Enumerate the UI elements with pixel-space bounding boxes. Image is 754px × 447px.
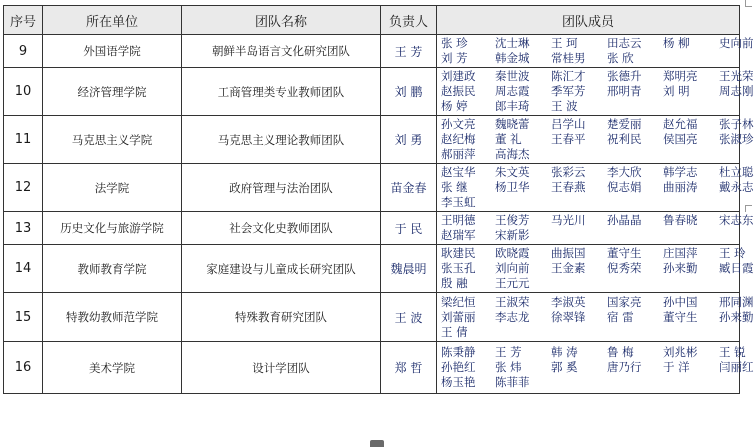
row-team: 社会文化史教师团队 bbox=[182, 212, 381, 245]
row-leader: 刘 鹏 bbox=[381, 68, 437, 116]
member-name: 刘 芳 bbox=[441, 51, 468, 65]
row-seq: 9 bbox=[4, 35, 43, 68]
row-team: 工商管理类专业教师团队 bbox=[182, 68, 381, 116]
member-name: 周志霞 bbox=[495, 84, 530, 98]
member-name: 高海杰 bbox=[495, 147, 530, 161]
row-members bbox=[437, 68, 754, 116]
row-members bbox=[437, 342, 754, 394]
header-members: 团队成员 bbox=[437, 6, 740, 35]
member-name: 宋志东 bbox=[719, 213, 754, 227]
table-body bbox=[4, 35, 754, 394]
member-name: 郎丰琦 bbox=[495, 99, 530, 113]
row-team: 马克思主义理论教师团队 bbox=[182, 116, 381, 164]
member-name: 董守生 bbox=[607, 246, 642, 260]
member-name: 邢明青 bbox=[607, 84, 642, 98]
member-name: 张子林 bbox=[719, 117, 754, 131]
row-leader: 王 波 bbox=[381, 293, 437, 342]
member-name: 刘蕾丽 bbox=[441, 309, 476, 324]
member-name: 刘兆彬 bbox=[663, 345, 698, 359]
table-row bbox=[4, 68, 740, 116]
member-name: 杨卫华 bbox=[495, 180, 530, 194]
member-name: 韩学志 bbox=[663, 165, 698, 179]
row-team: 特殊教育研究团队 bbox=[182, 293, 381, 342]
member-name: 郑明亮 bbox=[663, 69, 698, 83]
row-unit: 历史文化与旅游学院 bbox=[43, 212, 182, 245]
member-name: 刘向前 bbox=[495, 261, 530, 275]
member-name: 魏晓蕾 bbox=[495, 117, 530, 131]
member-name: 耿建民 bbox=[441, 246, 476, 260]
table-row bbox=[4, 116, 740, 164]
member-line bbox=[441, 69, 754, 84]
member-name: 赵宝华 bbox=[441, 165, 476, 179]
member-name: 张德升 bbox=[607, 69, 642, 83]
member-name: 李玉虹 bbox=[441, 195, 476, 209]
row-leader: 王 芳 bbox=[381, 35, 437, 68]
member-line bbox=[441, 117, 754, 132]
member-name: 孙来勤 bbox=[719, 309, 754, 324]
member-name: 张淑珍 bbox=[719, 132, 754, 146]
member-name: 王 锐 bbox=[719, 345, 746, 359]
member-name: 李大欣 bbox=[607, 165, 642, 179]
member-line bbox=[441, 375, 737, 390]
member-name: 鲁 梅 bbox=[607, 345, 634, 359]
member-name: 陈汇才 bbox=[551, 69, 586, 83]
member-name: 曲振国 bbox=[551, 246, 586, 260]
member-line bbox=[441, 180, 754, 195]
member-line bbox=[441, 84, 754, 99]
member-line bbox=[441, 325, 737, 340]
table-header-row bbox=[4, 6, 740, 35]
member-line bbox=[441, 195, 737, 210]
member-name: 王俊芳 bbox=[495, 213, 530, 227]
member-name: 宋新影 bbox=[495, 228, 530, 242]
member-name: 宿 雷 bbox=[607, 309, 634, 324]
row-unit: 经济管理学院 bbox=[43, 68, 182, 116]
member-name: 刘建政 bbox=[441, 69, 476, 83]
row-unit: 教师教育学院 bbox=[43, 245, 182, 293]
row-unit: 马克思主义学院 bbox=[43, 116, 182, 164]
member-name: 王 珂 bbox=[551, 36, 578, 50]
table-row bbox=[4, 293, 740, 342]
member-name: 殷 融 bbox=[441, 276, 468, 290]
row-seq: 15 bbox=[4, 293, 43, 342]
row-unit: 外国语学院 bbox=[43, 35, 182, 68]
header-seq: 序号 bbox=[4, 6, 43, 35]
member-line bbox=[441, 276, 737, 291]
row-unit: 美术学院 bbox=[43, 342, 182, 394]
member-name: 孙来勤 bbox=[663, 261, 698, 275]
member-name: 王元元 bbox=[495, 276, 530, 290]
member-name: 杨 柳 bbox=[663, 36, 690, 50]
member-name: 楚爱丽 bbox=[607, 117, 642, 131]
row-leader: 苗金春 bbox=[381, 164, 437, 212]
member-name: 田志云 bbox=[607, 36, 642, 50]
member-name: 董 礼 bbox=[495, 132, 522, 146]
header-team: 团队名称 bbox=[182, 6, 381, 35]
member-name: 于 洋 bbox=[663, 360, 690, 374]
table-row bbox=[4, 164, 740, 212]
member-name: 王金素 bbox=[551, 261, 586, 275]
member-name: 史向前 bbox=[719, 36, 754, 50]
member-line bbox=[441, 309, 754, 325]
table-row bbox=[4, 212, 740, 245]
member-name: 王 玲 bbox=[719, 246, 746, 260]
row-seq: 12 bbox=[4, 164, 43, 212]
member-name: 王光荣 bbox=[719, 69, 754, 83]
member-name: 祝利民 bbox=[607, 132, 642, 146]
member-line bbox=[441, 51, 737, 66]
resize-handle[interactable] bbox=[370, 440, 384, 447]
member-name: 赵振民 bbox=[441, 84, 476, 98]
member-name: 张 炜 bbox=[495, 360, 522, 374]
member-name: 孙艳红 bbox=[441, 360, 476, 374]
member-name: 王明德 bbox=[441, 213, 476, 227]
member-name: 倪志娟 bbox=[607, 180, 642, 194]
member-line bbox=[441, 228, 737, 243]
header-leader: 负责人 bbox=[381, 6, 437, 35]
row-leader: 郑 哲 bbox=[381, 342, 437, 394]
member-name: 梁纪恒 bbox=[441, 294, 476, 309]
member-name: 孙晶晶 bbox=[607, 213, 642, 227]
member-name: 季军芳 bbox=[551, 84, 586, 98]
member-name: 王 波 bbox=[551, 99, 578, 113]
member-name: 臧日霞 bbox=[719, 261, 754, 275]
member-line bbox=[441, 99, 737, 114]
member-name: 张玉孔 bbox=[441, 261, 476, 275]
member-name: 张 继 bbox=[441, 180, 468, 194]
row-seq: 14 bbox=[4, 245, 43, 293]
row-members bbox=[437, 245, 754, 293]
member-name: 周志刚 bbox=[719, 84, 754, 98]
member-name: 郝丽萍 bbox=[441, 147, 476, 161]
member-name: 庄国萍 bbox=[663, 246, 698, 260]
member-name: 沈士琳 bbox=[495, 36, 530, 50]
row-members bbox=[437, 164, 754, 212]
row-seq: 13 bbox=[4, 212, 43, 245]
team-table bbox=[3, 5, 754, 394]
row-team: 设计学团队 bbox=[182, 342, 381, 394]
member-name: 倪秀荣 bbox=[607, 261, 642, 275]
member-name: 欧晓霞 bbox=[495, 246, 530, 260]
member-name: 赵瑞军 bbox=[441, 228, 476, 242]
member-line bbox=[441, 246, 746, 261]
member-line bbox=[441, 36, 754, 51]
table-row bbox=[4, 245, 740, 293]
table-row bbox=[4, 35, 740, 68]
header-unit: 所在单位 bbox=[43, 6, 182, 35]
row-team: 家庭建设与儿童成长研究团队 bbox=[182, 245, 381, 293]
row-leader: 于 民 bbox=[381, 212, 437, 245]
member-name: 吕学山 bbox=[551, 117, 586, 131]
member-name: 董守生 bbox=[663, 309, 698, 324]
row-team: 朝鲜半岛语言文化研究团队 bbox=[182, 35, 381, 68]
member-line bbox=[441, 345, 746, 360]
member-name: 鲁春晓 bbox=[663, 213, 698, 227]
page-edge-marker-top bbox=[745, 0, 752, 7]
member-name: 陈秉静 bbox=[441, 345, 476, 359]
row-leader: 魏晨明 bbox=[381, 245, 437, 293]
member-line bbox=[441, 261, 754, 276]
member-name: 杜立聪 bbox=[719, 165, 754, 179]
member-name: 徐翠锋 bbox=[551, 309, 586, 324]
member-name: 陈菲菲 bbox=[495, 375, 530, 389]
row-members bbox=[437, 116, 754, 164]
member-name: 曲丽涛 bbox=[663, 180, 698, 194]
member-name: 杨 婷 bbox=[441, 99, 468, 113]
row-unit: 特教幼教师范学院 bbox=[43, 293, 182, 342]
member-name: 王 倩 bbox=[441, 324, 468, 339]
member-line bbox=[441, 132, 754, 147]
row-seq: 10 bbox=[4, 68, 43, 116]
member-name: 李志龙 bbox=[495, 309, 530, 324]
member-name: 杨玉艳 bbox=[441, 375, 476, 389]
member-name: 刘 明 bbox=[663, 84, 690, 98]
member-name: 秦世波 bbox=[495, 69, 530, 83]
member-name: 郭 奚 bbox=[551, 360, 578, 374]
member-name: 韩金城 bbox=[495, 51, 530, 65]
member-name: 唐乃行 bbox=[607, 360, 642, 374]
row-members bbox=[437, 212, 754, 245]
row-members bbox=[437, 35, 754, 68]
member-name: 马光川 bbox=[551, 213, 586, 227]
member-name: 张 珍 bbox=[441, 36, 468, 50]
member-name: 戴永志 bbox=[719, 180, 754, 194]
member-name: 王春平 bbox=[551, 132, 586, 146]
member-name: 孙文亮 bbox=[441, 117, 476, 131]
row-seq: 11 bbox=[4, 116, 43, 164]
row-seq: 16 bbox=[4, 342, 43, 394]
page-edge-marker-mid bbox=[745, 205, 752, 212]
member-name: 孙中国 bbox=[663, 294, 698, 309]
member-name: 国家亮 bbox=[607, 294, 642, 309]
row-leader: 刘 勇 bbox=[381, 116, 437, 164]
member-name: 王淑荣 bbox=[495, 294, 530, 309]
member-name: 侯国亮 bbox=[663, 132, 698, 146]
member-name: 王春燕 bbox=[551, 180, 586, 194]
member-line bbox=[441, 165, 754, 180]
member-name: 王 芳 bbox=[495, 345, 522, 359]
member-line bbox=[441, 147, 737, 162]
member-name: 闫丽红 bbox=[719, 360, 754, 374]
row-team: 政府管理与法治团队 bbox=[182, 164, 381, 212]
member-line bbox=[441, 294, 754, 310]
member-name: 张 欣 bbox=[607, 51, 634, 65]
row-members bbox=[437, 293, 754, 342]
member-name: 赵纪梅 bbox=[441, 132, 476, 146]
member-name: 韩 涛 bbox=[551, 345, 578, 359]
member-name: 常桂男 bbox=[551, 51, 586, 65]
member-name: 邢同渊 bbox=[719, 294, 754, 309]
member-name: 朱文英 bbox=[495, 165, 530, 179]
member-name: 赵允福 bbox=[663, 117, 698, 131]
member-line bbox=[441, 213, 754, 228]
member-name: 张彩云 bbox=[551, 165, 586, 179]
table-row bbox=[4, 342, 740, 394]
member-name: 李淑英 bbox=[551, 294, 586, 309]
member-line bbox=[441, 360, 754, 375]
row-unit: 法学院 bbox=[43, 164, 182, 212]
